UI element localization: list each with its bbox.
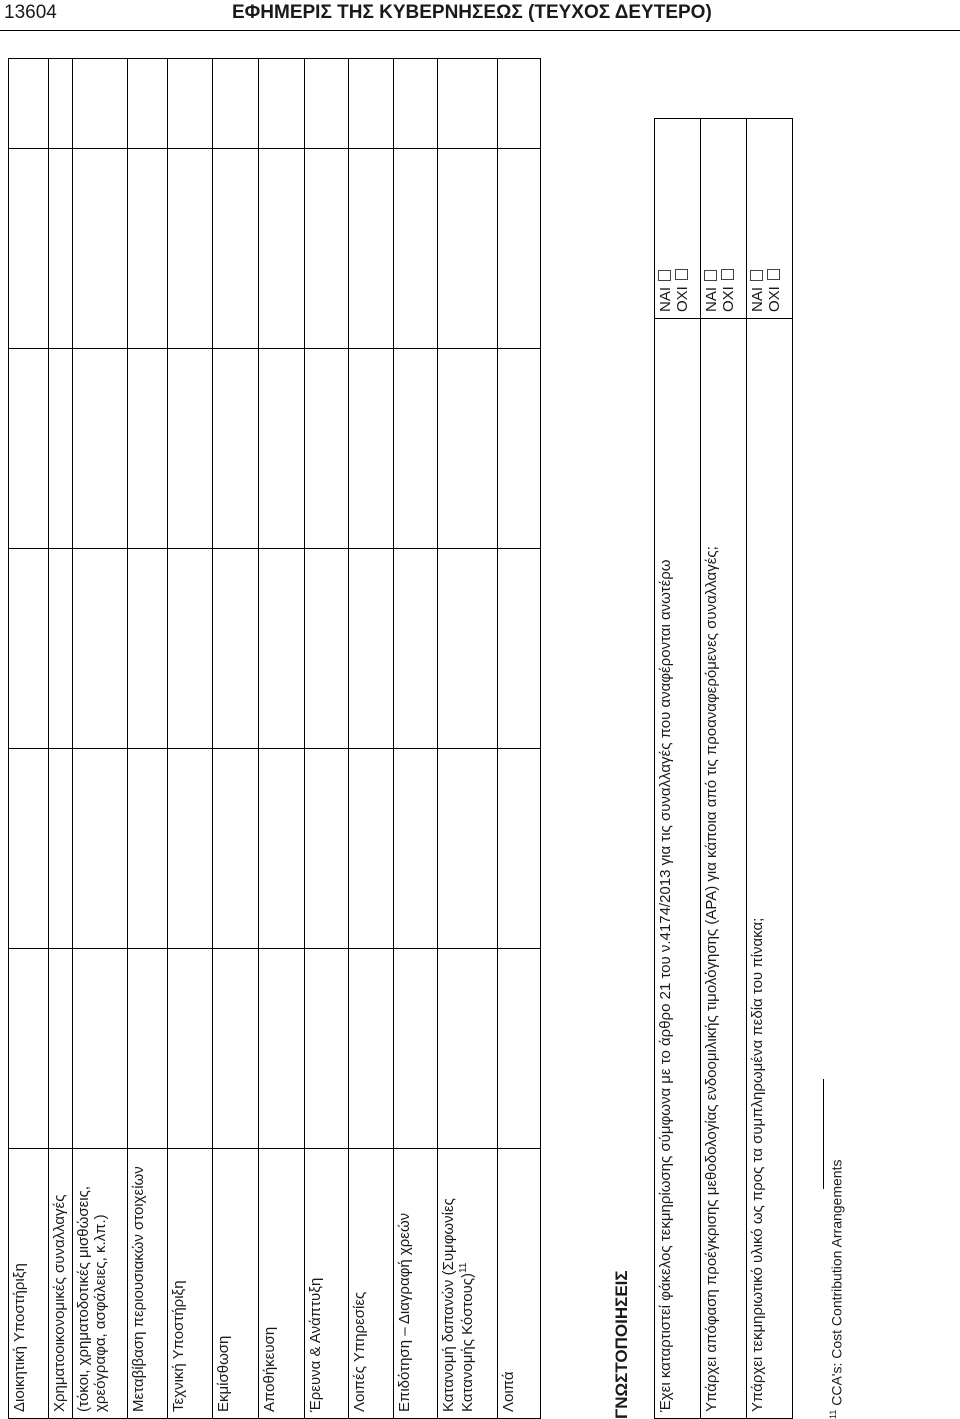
table-cell (72, 349, 127, 549)
row-label-text: Λοιπά (499, 1371, 517, 1412)
row-label (49, 1149, 73, 1419)
table-cell (258, 949, 304, 1149)
table-row (655, 119, 701, 1419)
page-header (0, 0, 960, 31)
table-cell (127, 349, 167, 549)
table-cell (49, 949, 73, 1149)
table-cell (258, 349, 304, 549)
checkbox-yes[interactable] (750, 270, 763, 281)
no-option[interactable] (675, 125, 692, 312)
table-row (72, 59, 127, 1419)
table-cell (9, 949, 49, 1149)
checkbox-no[interactable] (767, 269, 780, 280)
table-cell (393, 59, 437, 149)
table-row (393, 59, 437, 1419)
table-cell (437, 549, 497, 749)
yes-label: ΝΑΙ (703, 286, 720, 312)
footnote-number: 11 (828, 1409, 838, 1419)
table-cell (127, 149, 167, 349)
table-cell (258, 549, 304, 749)
table-cell (212, 149, 258, 349)
journal-title: ΕΦΗΜΕΡΙΣ ΤΗΣ ΚΥΒΕΡΝΗΣΕΩΣ (ΤΕΥΧΟΣ ΔΕΥΤΕΡΟ) (232, 2, 712, 23)
table-cell (437, 349, 497, 549)
checkbox-no[interactable] (721, 269, 734, 280)
table-cell (127, 949, 167, 1149)
table-cell (437, 949, 497, 1149)
table-cell (127, 749, 167, 949)
yes-option[interactable] (750, 125, 767, 312)
table-cell (72, 549, 127, 749)
table-cell (304, 549, 348, 749)
footnote-rule (823, 1079, 824, 1189)
table-row (127, 59, 167, 1419)
table-cell (167, 59, 212, 149)
row-label-text: Αποθήκευση (260, 1326, 278, 1412)
footnote (828, 1160, 845, 1419)
row-label-text: Τεχνική Υποστήριξη (169, 1280, 187, 1412)
table-cell (258, 749, 304, 949)
table-cell (72, 149, 127, 349)
table-cell (258, 149, 304, 349)
row-label-text: Χρηματοοικονομικές συναλλαγές (51, 1194, 68, 1412)
table-cell (304, 749, 348, 949)
question-text: Υπάρχει απόφαση προέγκρισης μεθοδολογίας ενδοομιλικής τιμολόγησης (APA) για κάποια από τις προαναφερόμενες συναλλαγές; (701, 319, 747, 1419)
row-label (348, 1149, 393, 1419)
notifications-table (654, 118, 793, 1419)
row-label-text: Έρευνα & Ανάπτυξη (306, 1277, 324, 1412)
row-label (127, 1149, 167, 1419)
table-row (437, 59, 497, 1419)
table-cell (212, 749, 258, 949)
table-cell (49, 349, 73, 549)
table-cell (393, 349, 437, 549)
table-cell (127, 549, 167, 749)
table-cell (167, 149, 212, 349)
table-row (304, 59, 348, 1419)
table-cell (9, 749, 49, 949)
no-label: ΟΧΙ (719, 286, 737, 312)
table-cell (348, 549, 393, 749)
row-label (304, 1149, 348, 1419)
table-cell (393, 949, 437, 1149)
table-row (49, 59, 73, 1419)
table-cell (49, 549, 73, 749)
table-cell (348, 349, 393, 549)
row-label-text: Εκμίσθωση (214, 1335, 232, 1412)
table-cell (497, 949, 540, 1149)
table-cell (393, 749, 437, 949)
answer-options (701, 119, 747, 319)
no-label: ΟΧΙ (673, 286, 691, 312)
no-option[interactable] (721, 125, 738, 312)
table-cell (9, 149, 49, 349)
table-cell (497, 749, 540, 949)
table-cell (437, 749, 497, 949)
row-label-text: Κατανομή δαπανών (Συμφωνίες Κατανομής Κόστους) (439, 1198, 476, 1412)
table-cell (212, 59, 258, 149)
no-option[interactable] (767, 125, 784, 312)
answer-options (747, 119, 793, 319)
row-label (167, 1149, 212, 1419)
footnote-text: CCA's: Cost Contribution Arrangements (828, 1159, 845, 1406)
table-row (212, 59, 258, 1419)
checkbox-no[interactable] (675, 269, 688, 280)
table-cell (72, 59, 127, 149)
row-label-subtext: (τόκοι, χρηματοδοτικές μισθώσεις, χρεόγραφα, ασφάλειες, κ.λπ.) (74, 1186, 109, 1412)
table-row (167, 59, 212, 1419)
table-cell (393, 149, 437, 349)
checkbox-yes[interactable] (658, 270, 671, 281)
table-cell (9, 59, 49, 149)
answer-options (655, 119, 701, 319)
table-row (348, 59, 393, 1419)
table-cell (127, 59, 167, 149)
notifications-title: ΓΝΩΣΤΟΠΟΙΗΣΕΙΣ (612, 1270, 631, 1419)
yes-label: ΝΑΙ (749, 286, 766, 312)
table-cell (9, 549, 49, 749)
table-cell (497, 149, 540, 349)
row-label (497, 1149, 540, 1419)
yes-option[interactable] (658, 125, 675, 312)
no-label: ΟΧΙ (765, 286, 783, 312)
table-row (9, 59, 49, 1419)
row-label (437, 1149, 497, 1419)
row-label (393, 1149, 437, 1419)
table-cell (49, 749, 73, 949)
row-label (72, 1149, 127, 1419)
table-cell (167, 549, 212, 749)
table-cell (212, 949, 258, 1149)
checkbox-yes[interactable] (704, 270, 717, 281)
table-cell (304, 349, 348, 549)
table-row (747, 119, 793, 1419)
rotated-page-content (8, 59, 845, 1419)
table-row (497, 59, 540, 1419)
row-label (212, 1149, 258, 1419)
row-label (9, 1149, 49, 1419)
table-cell (497, 59, 540, 149)
table-cell (167, 949, 212, 1149)
table-cell (72, 949, 127, 1149)
table-cell (304, 59, 348, 149)
table-cell (348, 949, 393, 1149)
footnote-ref: 11 (457, 1262, 469, 1273)
row-label-text: Μεταβίβαση περιουσιακών στοιχείων (129, 1166, 147, 1412)
table-cell (348, 749, 393, 949)
table-cell (167, 749, 212, 949)
table-cell (258, 59, 304, 149)
table-cell (167, 349, 212, 549)
table-cell (348, 149, 393, 349)
table-cell (348, 59, 393, 149)
table-cell (49, 149, 73, 349)
table-row (701, 119, 747, 1419)
table-cell (304, 149, 348, 349)
table-cell (497, 549, 540, 749)
yes-label: ΝΑΙ (657, 286, 674, 312)
row-label-text: Επιδότηση – Διαγραφή χρεών (395, 1212, 413, 1412)
table-cell (393, 549, 437, 749)
table-cell (212, 549, 258, 749)
table-cell (49, 59, 73, 149)
table-cell (497, 349, 540, 549)
table-cell (9, 349, 49, 549)
row-label-text: Λοιπές Υπηρεσίες (350, 1291, 368, 1412)
page-number: 13604 (4, 2, 57, 23)
table-cell (437, 149, 497, 349)
row-label-text: Διοικητική Υποστήριξη (11, 1263, 28, 1412)
table-cell (72, 749, 127, 949)
table-row (258, 59, 304, 1419)
table-cell (304, 949, 348, 1149)
row-label (258, 1149, 304, 1419)
cost-table (8, 58, 541, 1419)
table-cell (212, 349, 258, 549)
table-cell (437, 59, 497, 149)
yes-option[interactable] (704, 125, 721, 312)
question-text: Υπάρχει τεκμηριωτικό υλικό ως προς τα συμπληρωμένα πεδία του πίνακα; (747, 319, 793, 1419)
question-text: Έχει καταρτιστεί φάκελος τεκμηρίωσης σύμφωνα με το άρθρο 21 του ν.4174/2013 για τις συναλλαγές που αναφέρονται ανωτέρω (655, 319, 701, 1419)
